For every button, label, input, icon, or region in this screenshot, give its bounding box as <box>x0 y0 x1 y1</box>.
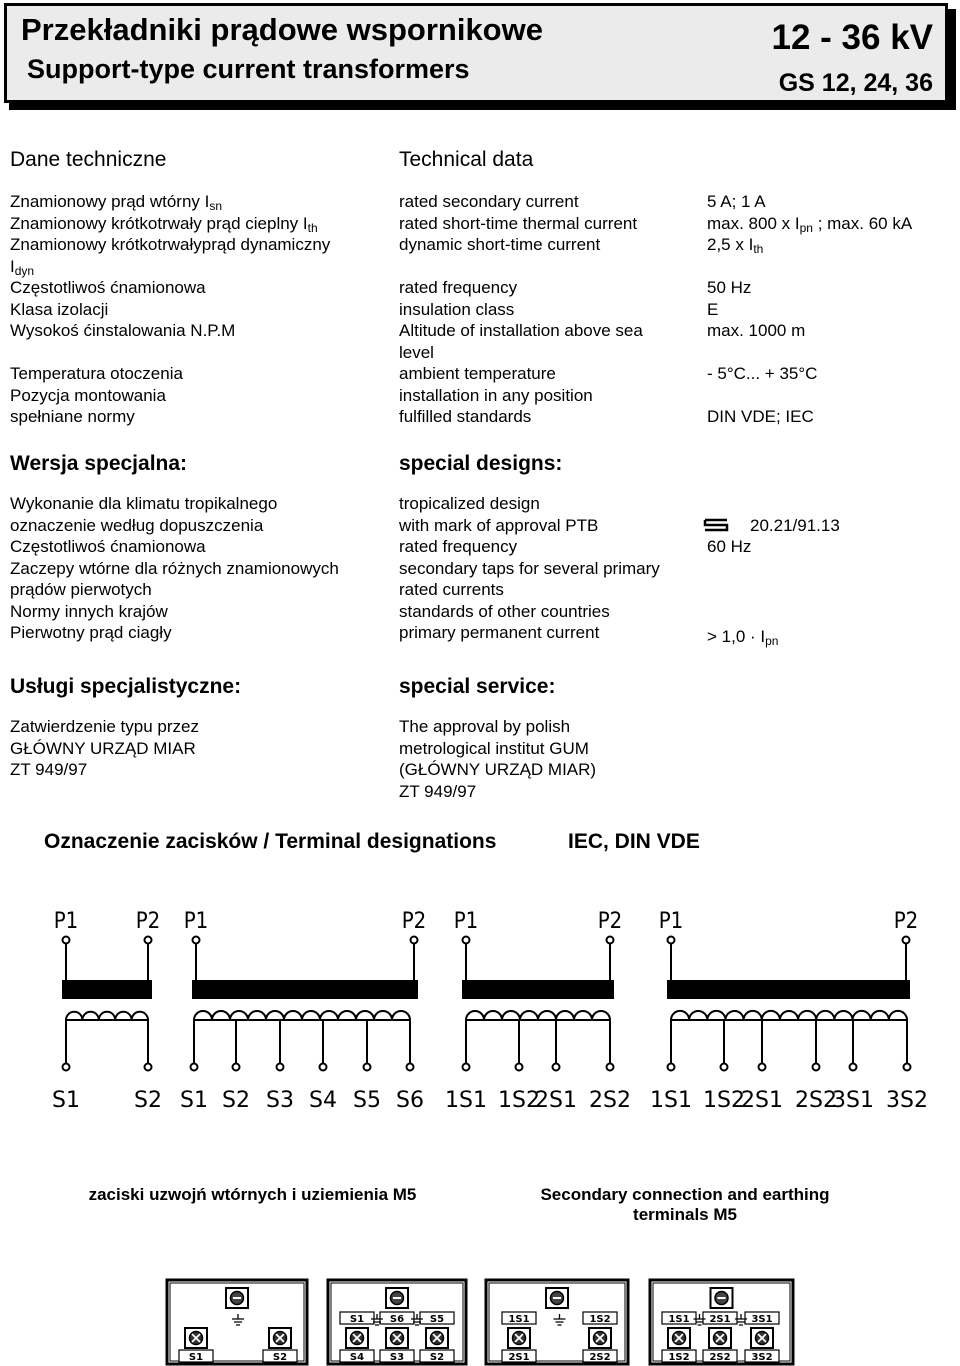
secondary-terminal-label: 3S1 <box>832 1088 874 1113</box>
tech-row-en: rated short-time thermal current <box>399 213 638 233</box>
special-row-en: secondary taps for several primary <box>399 558 660 578</box>
tech-row-value: 5 A; 1 A <box>707 192 766 211</box>
terminal-top-label: S5 <box>429 1314 445 1325</box>
secondary-terminal-label: 2S1 <box>535 1088 577 1113</box>
terminal-bottom-label: 2S2 <box>709 1352 731 1363</box>
ptb-mark-icon <box>703 517 729 538</box>
primary-terminal-dot <box>463 937 470 944</box>
primary-terminal-dot <box>411 937 418 944</box>
terminals-standards: IEC, DIN VDE <box>568 830 700 853</box>
secondary-coil <box>66 1012 148 1020</box>
header-box <box>4 3 948 103</box>
special-row-value: 60 Hz <box>707 537 752 556</box>
special-row-value-sub: pn <box>765 634 779 648</box>
wiring-diagrams <box>0 895 960 1125</box>
special-row-en: rated currents <box>399 580 504 599</box>
secondary-coil <box>671 1011 907 1020</box>
primary-bar <box>667 980 910 999</box>
secondary-terminal-label: S4 <box>309 1088 337 1113</box>
tech-row-pl: Temperatura otoczenia <box>10 364 183 383</box>
primary-terminal-dot <box>903 937 910 944</box>
secondary-terminal-label: 2S1 <box>741 1088 783 1113</box>
tech-row-pl: Znamionowy krótkotrwałyprąd dynamiczny <box>10 235 331 254</box>
primary-terminal-label: P1 <box>658 909 684 934</box>
service-line-pl: GŁÓWNY URZĄD MIAR <box>10 738 196 758</box>
secondary-terminal-dot <box>721 1064 728 1071</box>
terminal-bottom-label: 1S2 <box>668 1352 690 1363</box>
secondary-terminal-dot <box>463 1064 470 1071</box>
tech-row-value: E <box>707 299 719 319</box>
tech-row-pl: Wysokoś ćinstalowania N.P.M <box>10 321 236 340</box>
service-line-en: ZT 949/97 <box>399 781 477 801</box>
primary-terminal-dot <box>607 937 614 944</box>
service-line-pl: Zatwierdzenie typu przez <box>10 717 199 736</box>
secondary-terminal-dot <box>407 1064 414 1071</box>
primary-terminal-dot <box>63 937 70 944</box>
primary-terminal-dot <box>193 937 200 944</box>
tech-row-en: rated secondary current <box>399 192 579 211</box>
tech-row-pl: Pozycja montowania <box>10 385 166 405</box>
secondary-terminal-label: S1 <box>180 1088 208 1113</box>
tech-row-pl: Znamionowy krótkotrwały prąd cieplny $I_{th}$ <box>10 213 318 235</box>
special-row-en: tropicalized design <box>399 494 540 513</box>
secondary-terminal-dot <box>277 1064 284 1071</box>
special-row-en: with mark of approval PTB <box>399 515 599 535</box>
tech-row-en: fulfilled standards <box>399 407 532 426</box>
primary-terminal-label: P1 <box>183 909 209 934</box>
terminal-top-label: 3S1 <box>751 1314 773 1325</box>
special-row-pl: Częstotliwoś ćnamionowa <box>10 537 206 556</box>
secondary-terminal-dot <box>364 1064 371 1071</box>
special-row-pl: Normy innych krajów <box>10 601 168 621</box>
secondary-terminal-dot <box>191 1064 198 1071</box>
secondary-terminal-dot <box>516 1064 523 1071</box>
model-list: GS 12, 24, 36 <box>778 69 933 97</box>
secondary-terminal-label: 1S2 <box>498 1088 540 1113</box>
secondary-terminal-dot <box>850 1064 857 1071</box>
primary-terminal-label: P2 <box>893 909 919 934</box>
secondary-terminal-label: 1S1 <box>650 1088 692 1113</box>
special-row-pl: Pierwotny prąd ciagły <box>10 623 172 642</box>
special-row-pl: Wykonanie dla klimatu tropikalnego <box>10 494 278 513</box>
secondary-terminal-dot <box>63 1064 70 1071</box>
tech-row-en: level <box>399 342 434 362</box>
primary-bar <box>192 980 418 999</box>
terminal-bottom-label: S2 <box>429 1352 445 1363</box>
terminal-boxes <box>0 1270 960 1366</box>
secondary-terminal-dot <box>813 1064 820 1071</box>
tech-row-value: max. 1000 m <box>707 321 806 340</box>
special-row-pl: Zaczepy wtórne dla różnych znamionowych <box>10 558 339 578</box>
terminal-top-label: 1S2 <box>589 1314 611 1325</box>
terminal-bottom-label: 3S2 <box>751 1352 773 1363</box>
service-line-en: metrological institut GUM <box>399 738 589 758</box>
terminal-top-label: 1S1 <box>508 1314 530 1325</box>
primary-terminal-label: P2 <box>401 909 427 934</box>
secondary-terminal-dot <box>607 1064 614 1071</box>
terminals-heading: Oznaczenie zacisków / Terminal designations <box>44 830 497 853</box>
tech-row-pl-sub: dyn <box>14 263 35 278</box>
special-row-pl: prądów pierwotych <box>10 580 152 599</box>
secondary-terminal-label: S2 <box>222 1088 250 1113</box>
tech-row-value: max. 800 x $I_{pn}$ ; max. 60 kA <box>707 213 913 235</box>
tech-row-value-sub: pn <box>799 220 813 235</box>
tech-row-en: rated frequency <box>399 278 518 297</box>
tech-row-pl: Częstotliwoś ćnamionowa <box>10 278 206 297</box>
secondary-terminal-label: 2S2 <box>589 1088 631 1113</box>
tech-row-value-sub: th <box>753 242 764 256</box>
special-row-value: > $1,0 \cdot I_{pn}$ <box>707 627 779 648</box>
secondary-terminal-dot <box>145 1064 152 1071</box>
secondary-terminal-label: S6 <box>396 1088 424 1113</box>
special-row-en: standards of other countries <box>399 601 610 621</box>
service-line-pl: ZT 949/97 <box>10 760 88 779</box>
service-heading-pl: Usługi specjalistyczne: <box>10 675 242 698</box>
secondary-coil <box>466 1011 610 1020</box>
title-en: Support-type current transformers <box>27 54 470 84</box>
special-heading-pl: Wersja specjalna: <box>10 452 188 475</box>
tech-row-en: ambient temperature <box>399 364 556 383</box>
technical-heading-en: Technical data <box>399 148 534 171</box>
caption-pl: zaciski uzwojń wtórnych i uziemienia M5 <box>88 1185 417 1204</box>
tech-row-value: - 5°C... + 35°C <box>707 364 818 383</box>
secondary-terminal-label: S3 <box>266 1088 294 1113</box>
secondary-terminal-dot <box>759 1064 766 1071</box>
voltage-range: 12 - 36 kV <box>771 18 933 57</box>
secondary-terminal-dot <box>233 1064 240 1071</box>
secondary-terminal-label: S5 <box>353 1088 381 1113</box>
service-line-en: The approval by polish <box>399 717 571 736</box>
terminal-top-label: 1S1 <box>668 1314 690 1325</box>
special-row-en: rated frequency <box>399 537 518 556</box>
tech-row-pl: Znamionowy prąd wtórny $I_{sn}$ <box>10 192 223 213</box>
secondary-terminal-label: 1S2 <box>703 1088 745 1113</box>
tech-row-en: insulation class <box>399 299 515 319</box>
tech-row-pl: $I_{dyn}$ <box>10 256 35 278</box>
primary-terminal-label: P2 <box>597 909 623 934</box>
primary-terminal-label: P1 <box>53 909 79 934</box>
caption-en: Secondary connection and earthing terminals M5 <box>540 1185 830 1224</box>
terminal-top-label: 2S1 <box>709 1314 731 1325</box>
tech-row-en: dynamic short-time current <box>399 235 601 254</box>
special-row-value: 20.21/91.13 <box>750 515 840 535</box>
tech-row-en: Altitude of installation above sea <box>399 321 643 340</box>
service-line-en: (GŁÓWNY URZĄD MIAR) <box>399 760 597 779</box>
tech-row-pl-sub: sn <box>209 199 223 213</box>
service-heading-en: special service: <box>399 675 556 698</box>
primary-terminal-label: P1 <box>453 909 479 934</box>
primary-terminal-dot <box>145 937 152 944</box>
terminal-bottom-label: S2 <box>272 1352 288 1363</box>
secondary-terminal-dot <box>904 1064 911 1071</box>
secondary-terminal-label: S2 <box>134 1088 162 1113</box>
terminal-top-label: S6 <box>389 1314 405 1325</box>
tech-row-value: 2,5 x $I_{th}$ <box>707 235 764 256</box>
secondary-terminal-dot <box>553 1064 560 1071</box>
special-row-en: primary permanent current <box>399 623 600 642</box>
primary-bar <box>462 980 614 999</box>
terminal-bottom-label: S4 <box>349 1352 365 1363</box>
primary-terminal-label: P2 <box>135 909 161 934</box>
tech-row-pl: spełniane normy <box>10 407 135 426</box>
tech-row-value: DIN VDE; IEC <box>707 407 814 426</box>
special-row-pl: oznaczenie według dopuszczenia <box>10 515 264 535</box>
title-pl: Przekładniki prądowe wspornikowe <box>21 12 543 47</box>
terminal-bottom-label: S3 <box>389 1352 405 1363</box>
secondary-coil <box>194 1011 410 1020</box>
terminal-bottom-label: 2S1 <box>508 1352 530 1363</box>
secondary-terminal-label: S1 <box>52 1088 80 1113</box>
tech-row-value: 50 Hz <box>707 278 752 297</box>
secondary-terminal-label: 2S2 <box>795 1088 837 1113</box>
tech-row-en: installation in any position <box>399 385 593 405</box>
terminal-bottom-label: 2S2 <box>589 1352 611 1363</box>
secondary-terminal-label: 1S1 <box>445 1088 487 1113</box>
secondary-terminal-dot <box>320 1064 327 1071</box>
secondary-terminal-dot <box>668 1064 675 1071</box>
tech-row-pl-sub: th <box>307 220 318 235</box>
terminal-top-label: S1 <box>349 1314 365 1325</box>
primary-terminal-dot <box>668 937 675 944</box>
primary-bar <box>62 980 152 999</box>
secondary-terminal-label: 3S2 <box>886 1088 928 1113</box>
tech-row-pl: Klasa izolacji <box>10 299 109 319</box>
special-heading-en: special designs: <box>399 452 563 475</box>
terminal-bottom-label: S1 <box>188 1352 204 1363</box>
technical-heading-pl: Dane techniczne <box>10 148 167 171</box>
